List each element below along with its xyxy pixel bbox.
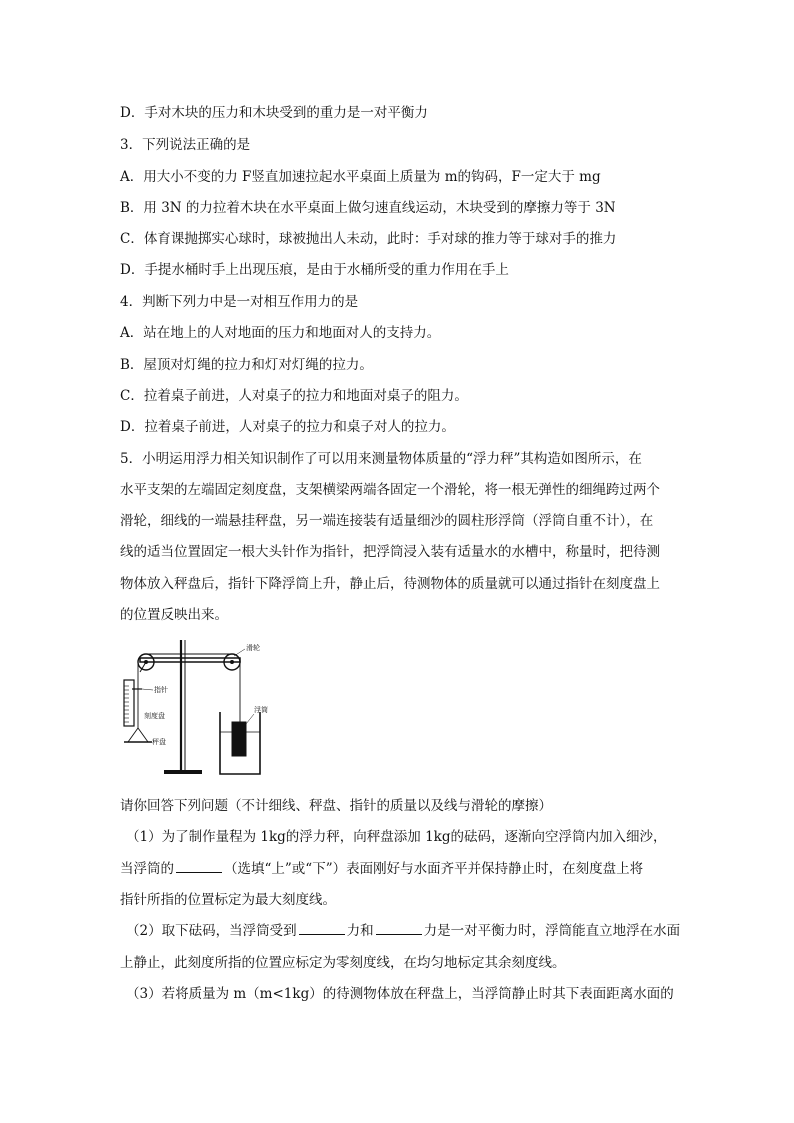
q4-option-c: C．拉着桌子前进，人对桌子的拉力和地面对桌子的阻力。: [120, 388, 468, 404]
label-pointer: 指针: [154, 686, 168, 694]
q5-part1-pre: 当浮筒的: [120, 861, 174, 877]
q5-part1-line2: [120, 860, 643, 878]
q5-part1-line3: 指针所指的位置标定为最大刻度线。: [120, 892, 336, 908]
q5-stem-line4: 线的适当位置固定一根大头针作为指针，把浮筒浸入装有适量水的水槽中，称量时，把待测: [120, 544, 660, 560]
label-float: 浮筒: [254, 706, 268, 714]
q5-part2-line1: [126, 922, 680, 940]
q5-stem-line1: 5．小明运用浮力相关知识制作了可以用来测量物体质量的“浮力秤”其构造如图所示，在: [120, 451, 642, 467]
q5-stem-line3: 滑轮，细线的一端悬挂秤盘，另一端连接装有适量细沙的圆柱形浮筒（浮筒自重不计），在: [120, 513, 654, 529]
q5-stem-line6: 的位置反映出来。: [120, 607, 228, 623]
float-scale-figure: [118, 632, 278, 782]
q5-instruction: 请你回答下列问题（不计细线、秤盘、指针的质量以及线与滑轮的摩擦）: [120, 798, 552, 814]
q5-part3-line1: （3）若将质量为 m（m<1kg）的待测物体放在秤盘上，当浮筒静止时其下表面距离水面的: [126, 986, 674, 1002]
q3-option-c: C．体育课抛掷实心球时，球被抛出人未动，此时：手对球的推力等于球对手的推力: [120, 231, 617, 247]
answer-blank-3[interactable]: [376, 922, 422, 935]
q5-stem-line2: 水平支架的左端固定刻度盘，支架横梁两端各固定一个滑轮，将一根无弹性的细绳跨过两个: [120, 482, 660, 498]
q3-option-b: B．用 3N 的力拉着木块在水平桌面上做匀速直线运动，木块受到的摩擦力等于 3N: [120, 200, 616, 216]
dial: [124, 680, 134, 726]
q5-stem-line5: 物体放入秤盘后，指针下降浮筒上升，静止后，待测物体的质量就可以通过指针在刻度盘上: [120, 576, 660, 592]
q4-option-d: D．拉着桌子前进，人对桌子的拉力和桌子对人的拉力。: [120, 419, 455, 435]
q5-part1-line1: （1）为了制作量程为 1kg的浮力秤，向秤盘添加 1kg的砝码，逐渐向空浮筒内加入细沙，: [126, 829, 667, 845]
q5-part2-mid: 力和: [346, 923, 374, 939]
q4-option-b: B．屋顶对灯绳的拉力和灯对灯绳的拉力。: [120, 357, 373, 373]
float-scale-diagram: [118, 632, 278, 782]
answer-blank-2[interactable]: [299, 922, 345, 935]
q2-option-d: D．手对木块的压力和木块受到的重力是一对平衡力: [120, 105, 428, 121]
label-dial: 刻度盘: [144, 712, 165, 720]
float-cylinder: [232, 722, 246, 756]
answer-blank-1[interactable]: [176, 860, 222, 873]
q3-option-d: D．手提水桶时手上出现压痕，是由于水桶所受的重力作用在手上: [120, 262, 509, 278]
label-pulley: 滑轮: [246, 644, 260, 652]
q4-option-a: A．站在地上的人对地面的压力和地面对人的支持力。: [120, 325, 441, 341]
q5-part2-post: 力是一对平衡力时，浮筒能直立地浮在水面: [423, 923, 681, 939]
q5-part2-pre: （2）取下砝码，当浮筒受到: [126, 923, 297, 939]
q3-stem: 3．下列说法正确的是: [120, 137, 251, 153]
label-pan: 秤盘: [152, 738, 166, 746]
q3-option-a: A．用大小不变的力 F竖直加速拉起水平桌面上质量为 m的钩码，F一定大于 mg: [120, 169, 601, 185]
q5-part2-line2: 上静止，此刻度所指的位置应标定为零刻度线，在均匀地标定其余刻度线。: [120, 955, 566, 971]
q5-part1-post: （选填“上”或“下”）表面刚好与水面齐平并保持静止时，在刻度盘上将: [224, 861, 644, 877]
q4-stem: 4．判断下列力中是一对相互作用力的是: [120, 294, 359, 310]
